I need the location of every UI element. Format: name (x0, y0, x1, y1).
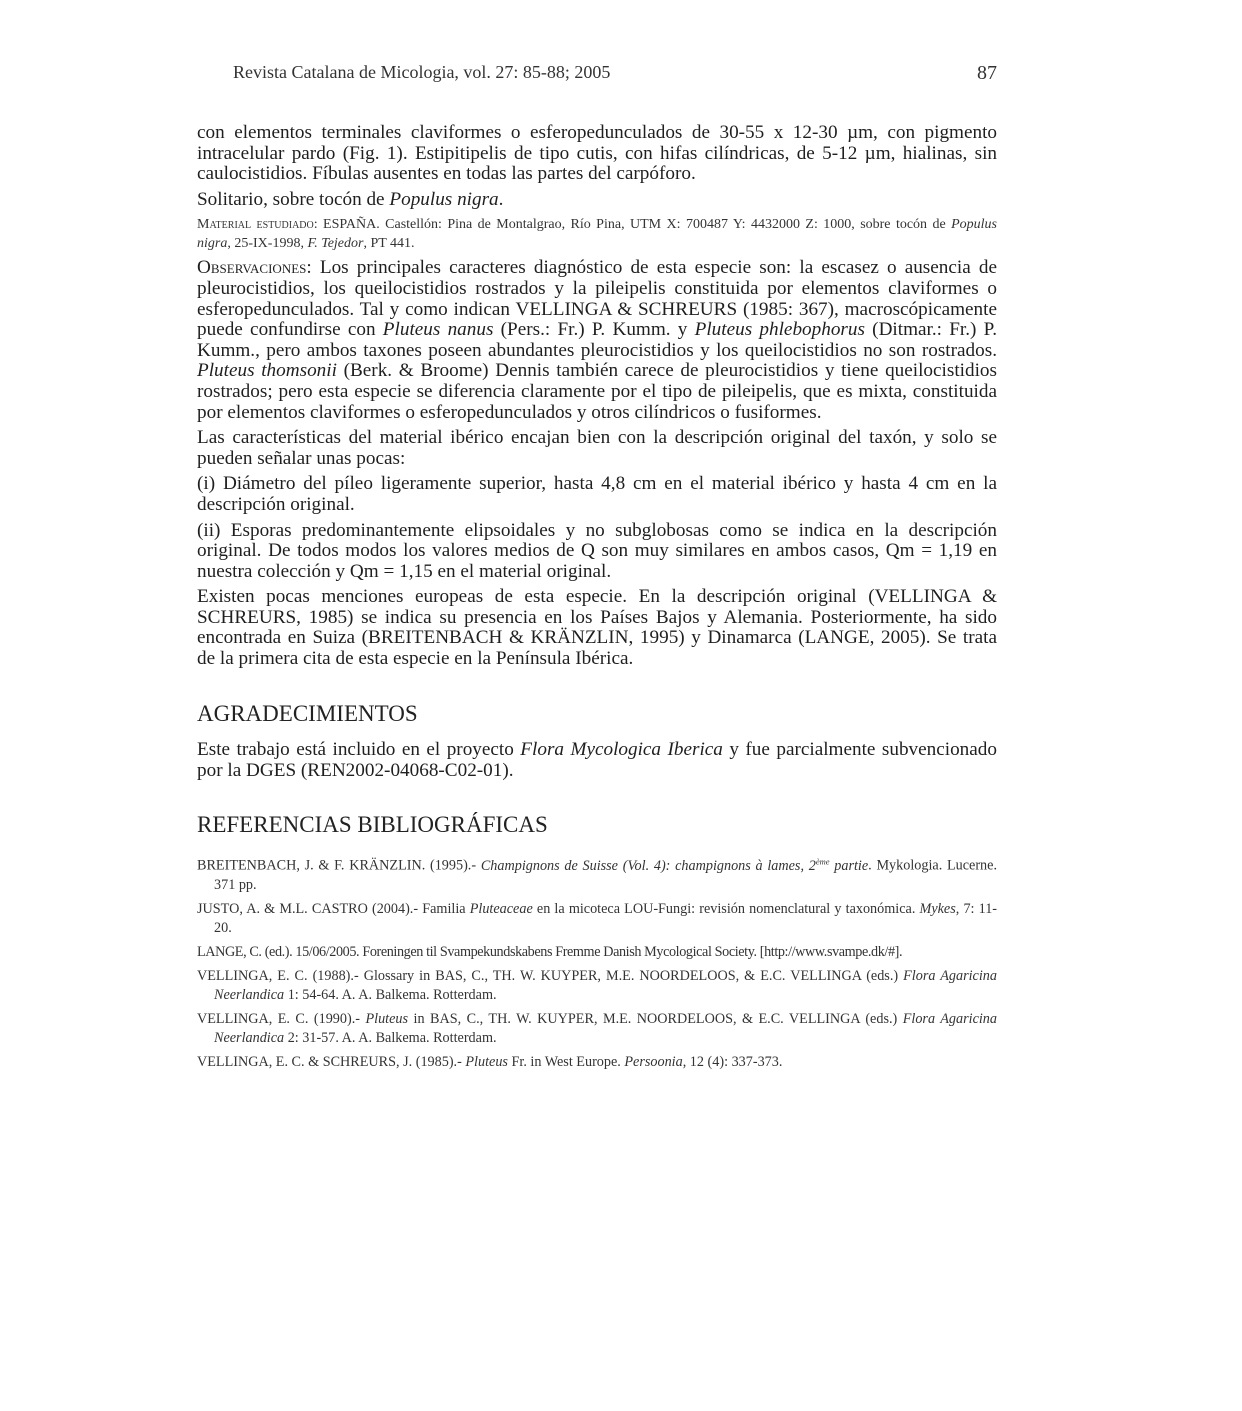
reference-item: VELLINGA, E. C. & SCHREURS, J. (1985).- Pluteus Fr. in West Europe. Persoonia, 12 (4): 337-373. (197, 1053, 783, 1070)
observations-label: Observaciones (197, 257, 307, 279)
reference-item: LANGE, C. (ed.). 15/06/2005. Foreningen til Svampekundskabens Fremme Danish Mycological Society. [http://www.svampe.dk/#]. (197, 943, 903, 960)
species-name: Populus nigra (389, 188, 499, 210)
acknowledgements-paragraph: Este trabajo está incluido en el proyecto Flora Mycologica Iberica y fue parcialmente subvencionado por la DGES (REN2002-04068-C02-01). (197, 739, 997, 781)
article-body (197, 123, 997, 1077)
material-label: Material estudiado (197, 217, 314, 233)
description-paragraph: con elementos terminales claviformes o esferopedunculados de 30-55 x 12-30 µm, con pigmento intracelular pardo (Fig. 1). Estipitipelis de tipo cutis, con hifas cilíndricas, de 5-12 µm, hialinas, sin caulocistidios. Fíbulas ausentes en todas las partes del carpóforo. (197, 122, 997, 185)
reference-item: JUSTO, A. & M.L. CASTRO (2004).- Familia Pluteaceae en la micoteca LOU-Fungi: revisión nomenclatural y taxonómica. Mykes, 7: 11-20. (197, 900, 998, 936)
characteristics-paragraph: Las características del material ibérico encajan bien con la descripción original del taxón, y solo se pueden señalar unas pocas: (197, 427, 997, 469)
point-i-paragraph: (i) Diámetro del píleo ligeramente superior, hasta 4,8 cm en el material ibérico y hasta 4 cm en la descripción original. (197, 473, 997, 515)
material-examined: Material estudiado: ESPAÑA. Castellón: Pina de Montalgrao, Río Pina, UTM X: 700487 Y: 4432000 Z: 1000, sobre tocón de Populus nigra, 25-IX-1998, F. Tejedor, PT 441. (197, 217, 997, 252)
page-number: 87 (977, 62, 997, 84)
acknowledgements-heading: AGRADECIMIENTOS (197, 700, 418, 726)
observations-paragraph: Observaciones: Los principales caracteres diagnóstico de esta especie son: la escasez o ausencia de pleurocistidios, los queilocistidios rostrados y la pileipelis constituida por elementos claviformes o esferopedunculados. Tal y como indican VELLINGA & SCHREURS (1985: 367), macroscópicamente puede confundirse con Pluteus nanus (Pers.: Fr.) P. Kumm. y Pluteus phlebophorus (Ditmar.: Fr.) P. Kumm., pero ambos taxones poseen abundantes pleurocistidios y los queilocistidios no son rostrados. Pluteus thomsonii (Berk. & Broome) Dennis también carece de pleurocistidios y tiene queilocistidios rostrados; pero esta especie se diferencia claramente por el tipo de pileipelis, que es mixta, constituida por elementos claviformes o esferopedunculados y otros cilíndricos o fusiformes. (197, 257, 997, 423)
reference-item: VELLINGA, E. C. (1988).- Glossary in BAS, C., TH. W. KUYPER, M.E. NOORDELOOS, & E.C. VELLINGA (eds.) Flora Agaricina Neerlandica 1: 54-64. A. A. Balkema. Rotterdam. (197, 967, 997, 1003)
point-ii-paragraph: (ii) Esporas predominantemente elipsoidales y no subglobosas como se indica en la descripción original. De todos modos los valores medios de Q son muy similares en ambos casos, Qm = 1,19 en nuestra colección y Qm = 1,15 en el material original. (197, 519, 997, 582)
reference-list (197, 852, 997, 1072)
habitat-paragraph: Solitario, sobre tocón de Populus nigra. (197, 188, 504, 210)
references-heading: REFERENCIAS BIBLIOGRÁFICAS (197, 812, 548, 838)
journal-citation: Revista Catalana de Micologia, vol. 27: 85-88; 2005 (233, 62, 611, 82)
distribution-paragraph: Existen pocas menciones europeas de esta especie. En la descripción original (VELLINGA & SCHREURS, 1985) se indica su presencia en los Países Bajos y Alemania. Posteriormente, ha sido encontrada en Suiza (BREITENBACH & KRÄNZLIN, 1995) y Dinamarca (LANGE, 2005). Se trata de la primera cita de esta especie en la Península Ibérica. (197, 586, 997, 670)
reference-item: BREITENBACH, J. & F. KRÄNZLIN. (1995).- Champignons de Suisse (Vol. 4): champignons à lames, 2ème partie. Mykologia. Lucerne. 371 pp. (197, 856, 997, 893)
reference-item: VELLINGA, E. C. (1990).- Pluteus in BAS, C., TH. W. KUYPER, M.E. NOORDELOOS, & E.C. VELLINGA (eds.) Flora Agaricina Neerlandica 2: 31-57. A. A. Balkema. Rotterdam. (197, 1010, 997, 1046)
